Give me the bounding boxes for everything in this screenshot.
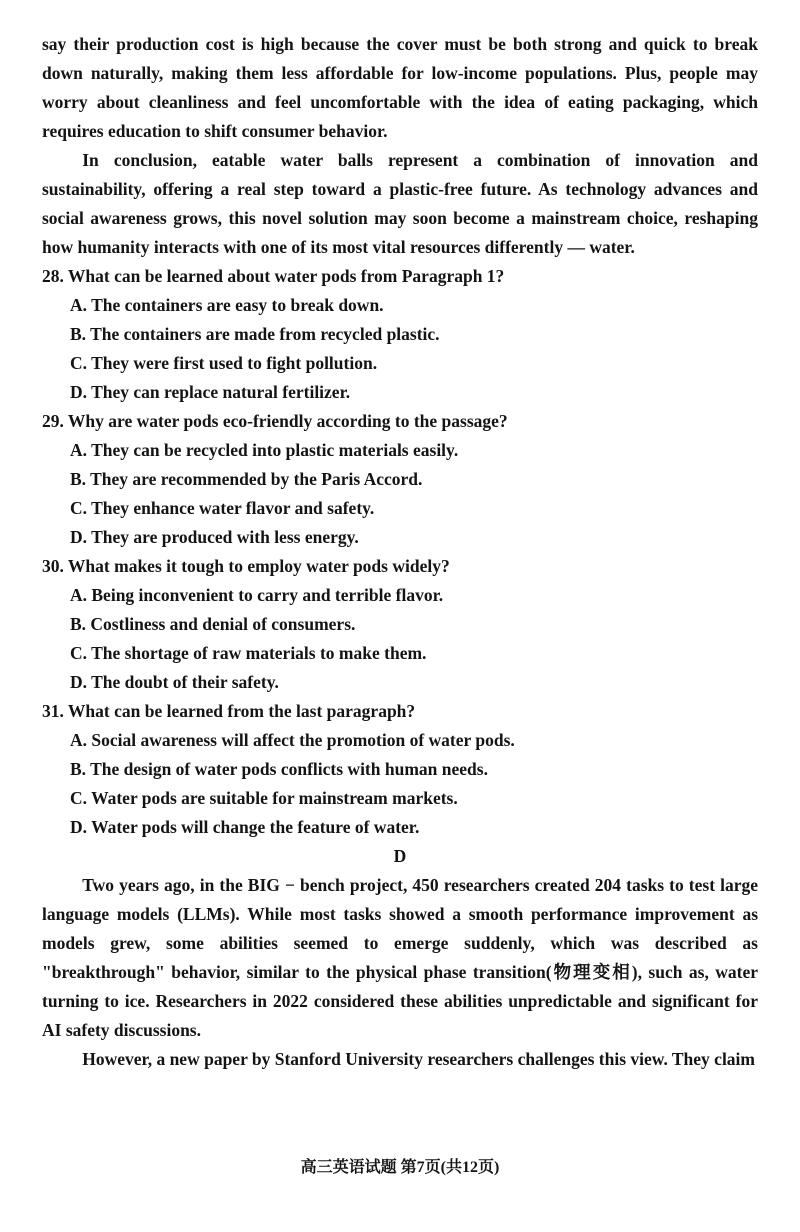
answer-option: C. They enhance water flavor and safety. (70, 498, 375, 518)
answer-option: D. They can replace natural fertilizer. (70, 382, 351, 402)
answer-option: A. The containers are easy to break down. (70, 295, 384, 315)
body-paragraph: In conclusion, eatable water balls represent a combination of innovation and sustainability, offering a real step toward a plastic-free future. As technology advances and social awareness grows, this novel solution may soon become a mainstream choice, reshaping how humanity interacts with one of its most vital resources differently — water. (42, 150, 758, 257)
question-stem: 31. What can be learned from the last paragraph? (42, 701, 416, 721)
body-paragraph: Two years ago, in the BIG − bench project, 450 researchers created 204 tasks to test large language models (LLMs). While most tasks showed a smooth performance improvement as models grew, some abilities seemed to emerge suddenly, which was described as "breakthrough" behavior, similar to the physical phase transition(物理变相), such as, water turning to ice. Researchers in 2022 considered these abilities unpredictable and significant for AI safety discussions. (42, 875, 758, 1040)
section-label: D (393, 846, 407, 866)
answer-option: D. Water pods will change the feature of water. (70, 817, 420, 837)
answer-option: B. The containers are made from recycled plastic. (70, 324, 440, 344)
answer-option: A. Social awareness will affect the promotion of water pods. (70, 730, 515, 750)
question-stem: 30. What makes it tough to employ water pods widely? (42, 556, 450, 576)
question-30 (42, 552, 758, 697)
answer-option: D. The doubt of their safety. (70, 672, 279, 692)
answer-option: C. Water pods are suitable for mainstream markets. (70, 788, 458, 808)
answer-option: C. They were first used to fight pollution. (70, 353, 378, 373)
body-paragraph: say their production cost is high because the cover must be both strong and quick to break down naturally, making them less affordable for low-income populations. Plus, people may worry about cleanliness and feel uncomfortable with the idea of eating packaging, which requires education to shift consumer behavior. (42, 34, 758, 141)
question-stem: 28. What can be learned about water pods from Paragraph 1? (42, 266, 505, 286)
question-29 (42, 407, 758, 552)
answer-option: B. Costliness and denial of consumers. (70, 614, 356, 634)
page-footer: 高三英语试题 第7页(共12页) (300, 1159, 500, 1176)
answer-option: B. The design of water pods conflicts with human needs. (70, 759, 488, 779)
question-31 (42, 697, 758, 842)
answer-option: A. They can be recycled into plastic materials easily. (70, 440, 459, 460)
answer-option: D. They are produced with less energy. (70, 527, 359, 547)
question-stem: 29. Why are water pods eco-friendly according to the passage? (42, 411, 508, 431)
body-paragraph: However, a new paper by Stanford University researchers challenges this view. They claim (82, 1049, 755, 1069)
answer-option: B. They are recommended by the Paris Accord. (70, 469, 423, 489)
answer-option: C. The shortage of raw materials to make them. (70, 643, 427, 663)
answer-option: A. Being inconvenient to carry and terrible flavor. (70, 585, 444, 605)
question-28 (42, 262, 758, 407)
